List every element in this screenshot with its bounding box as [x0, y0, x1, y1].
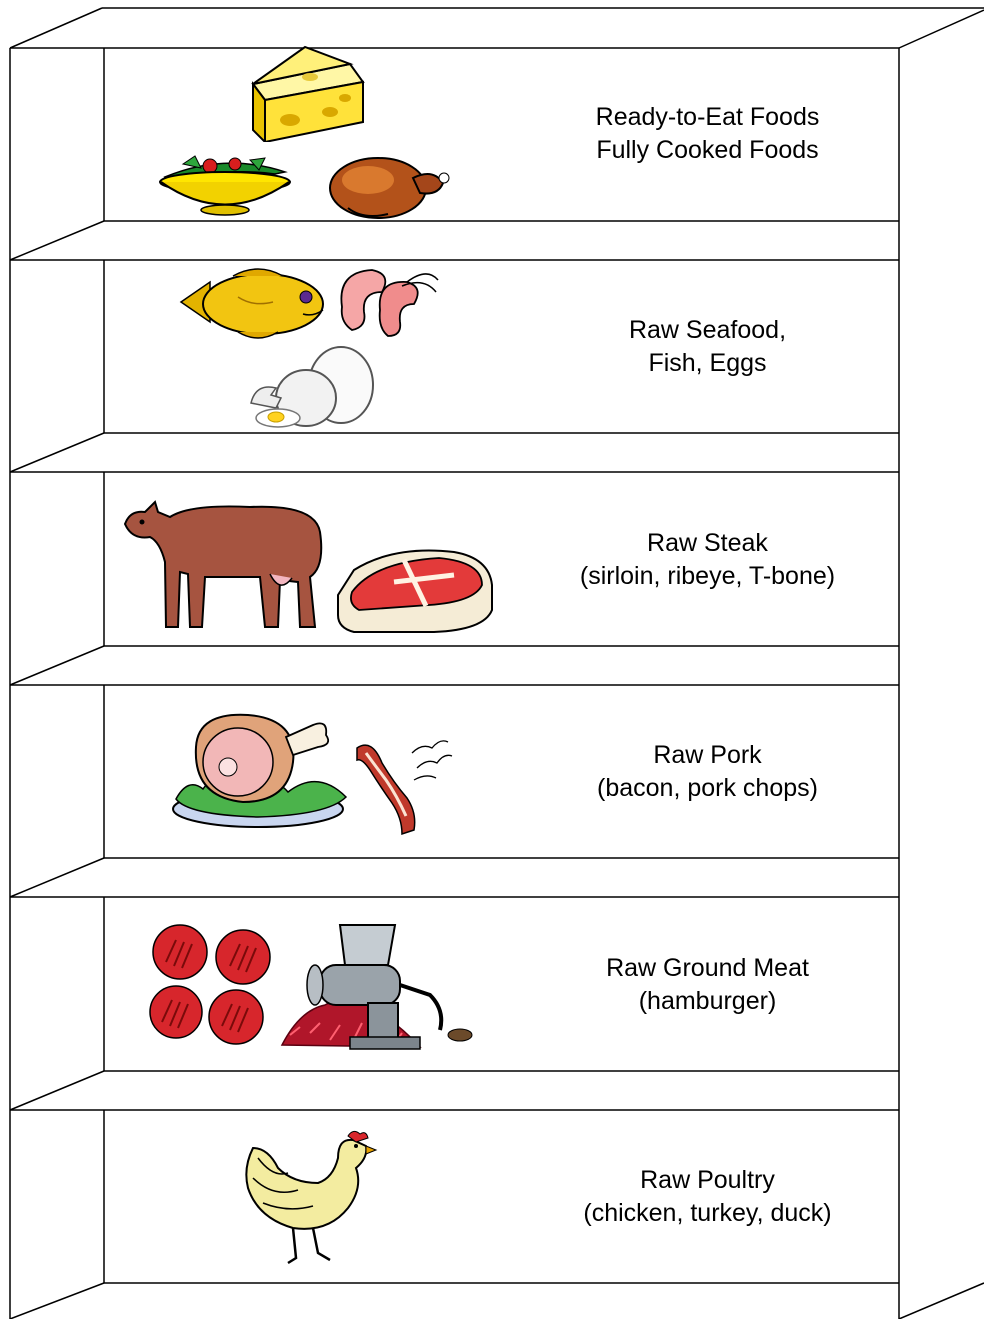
shelf-label-line1: Raw Pork: [653, 741, 762, 769]
shelf-label-line1: Raw Poultry: [640, 1166, 775, 1194]
eggs-icon: [246, 343, 378, 431]
shrimp-icon: [332, 262, 440, 340]
salad-bowl-icon: [155, 152, 295, 217]
fish-icon: [178, 262, 328, 344]
shelf-label-steak: [545, 527, 870, 593]
shelf-label-line2: Fish, Eggs: [648, 349, 767, 377]
shelf-label-line2: (bacon, pork chops): [597, 774, 818, 802]
burger-patties-icon: [148, 922, 273, 1047]
shelf-label-line2: Fully Cooked Foods: [596, 136, 819, 164]
shelf-label-line2: (hamburger): [638, 987, 777, 1015]
shelf-label-line1: Ready-to-Eat Foods: [595, 103, 820, 131]
shelf-label-pork: [545, 739, 870, 805]
cheese-icon: [245, 42, 370, 142]
shelf-label-ready-to-eat: [545, 101, 870, 167]
meat-grinder-icon: [280, 915, 475, 1055]
shelf-label-seafood: [545, 314, 870, 380]
bacon-icon: [352, 718, 454, 836]
cow-icon: [120, 482, 330, 632]
shelf-label-line1: Raw Ground Meat: [606, 954, 809, 982]
shelf-label-line1: Raw Steak: [647, 529, 768, 557]
shelf-label-line2: (chicken, turkey, duck): [583, 1199, 832, 1227]
shelf-label-line1: Raw Seafood,: [628, 316, 787, 344]
roast-turkey-icon: [328, 148, 450, 220]
shelf-label-ground-meat: [545, 952, 870, 1018]
tbone-steak-icon: [334, 540, 496, 635]
shelf-label-poultry: [545, 1164, 870, 1230]
shelf-label-line2: (sirloin, ribeye, T-bone): [579, 562, 836, 590]
ham-platter-icon: [168, 707, 354, 832]
chicken-icon: [238, 1128, 378, 1268]
